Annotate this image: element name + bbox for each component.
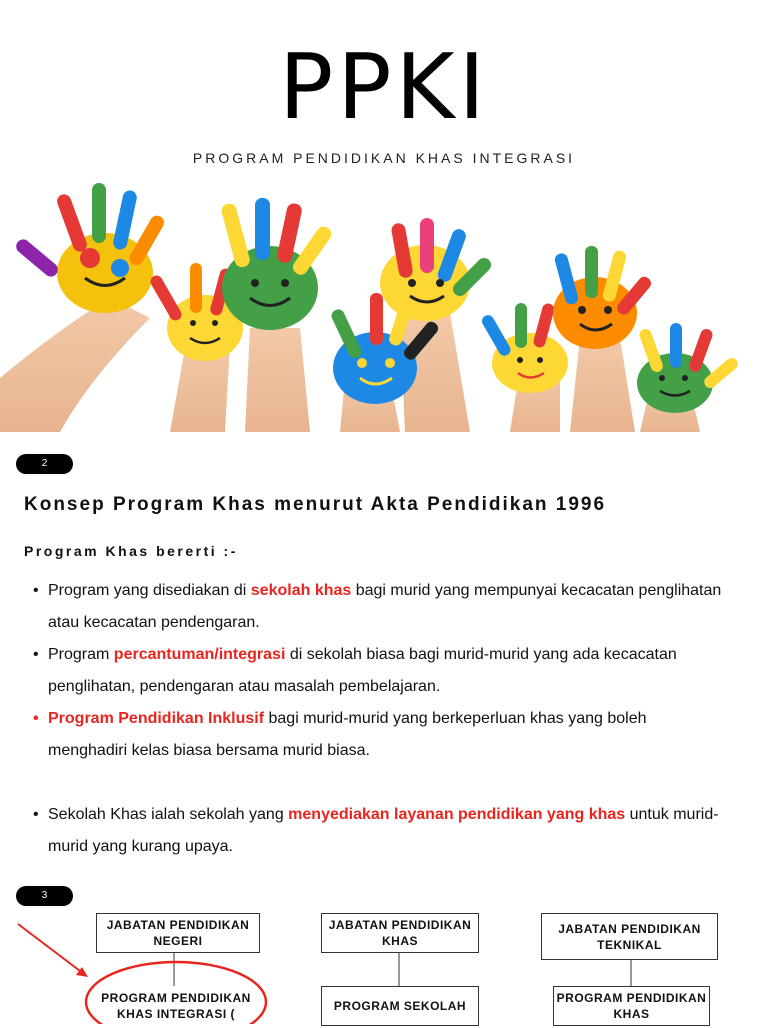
item-text: Program	[48, 646, 114, 663]
highlight-text: percantuman/integrasi	[113, 646, 286, 663]
highlight-text: menyediakan layanan pendidikan yang khas	[288, 806, 626, 823]
list-item	[30, 639, 730, 703]
item-text: untuk murid-murid yang kurang upaya.	[48, 806, 719, 855]
slide-subtitle: PROGRAM PENDIDIKAN KHAS INTEGRASI	[192, 150, 576, 166]
highlight-text: sekolah khas	[250, 582, 352, 599]
definition-list	[30, 575, 730, 863]
item-text: bagi murid yang mempunyai kecacatan penglihatan atau kecacatan pendengaran.	[48, 582, 722, 631]
painted-hands-image	[0, 178, 768, 432]
bullet-icon: •	[33, 806, 39, 823]
item-text: di sekolah biasa bagi murid-murid yang ada kecacatan penglihatan, pendengaran atau masalah pembelajaran.	[48, 646, 677, 695]
org-box-jpt: JABATAN PENDIDIKAN TEKNIKAL	[541, 913, 718, 960]
org-chart	[0, 880, 768, 1024]
org-box-ps: PROGRAM SEKOLAH	[321, 986, 479, 1026]
highlight-text: Program Pendidikan Inklusif	[48, 710, 265, 727]
slide-title: PPKI	[278, 35, 490, 140]
item-text: Program yang disediakan di	[48, 582, 251, 599]
section-subheading: Program Khas bererti :-	[24, 543, 238, 559]
org-box-jpn: JABATAN PENDIDIKAN NEGERI	[96, 913, 260, 953]
bullet-icon: •	[33, 646, 39, 663]
slide-number-badge: 3	[16, 886, 73, 906]
slide-number-badge: 2	[16, 454, 73, 474]
item-text: bagi murid-murid yang berkeperluan khas yang boleh menghadiri kelas biasa bersama murid biasa.	[48, 710, 647, 759]
org-box-ppk: PROGRAM PENDIDIKAN KHAS	[553, 986, 710, 1026]
org-box-ppki: PROGRAM PENDIDIKAN KHAS INTEGRASI (	[101, 991, 251, 1021]
title-slide	[0, 0, 768, 432]
bullet-icon: •	[33, 582, 39, 599]
section-heading: Konsep Program Khas menurut Akta Pendidikan 1996	[24, 494, 607, 515]
item-text: Sekolah Khas ialah sekolah yang	[48, 806, 289, 823]
spacer	[30, 767, 730, 799]
list-item	[30, 799, 730, 863]
org-box-jpk: JABATAN PENDIDIKAN KHAS	[321, 913, 479, 953]
list-item	[30, 575, 730, 639]
bullet-icon: •	[33, 710, 39, 727]
list-item	[30, 703, 730, 767]
